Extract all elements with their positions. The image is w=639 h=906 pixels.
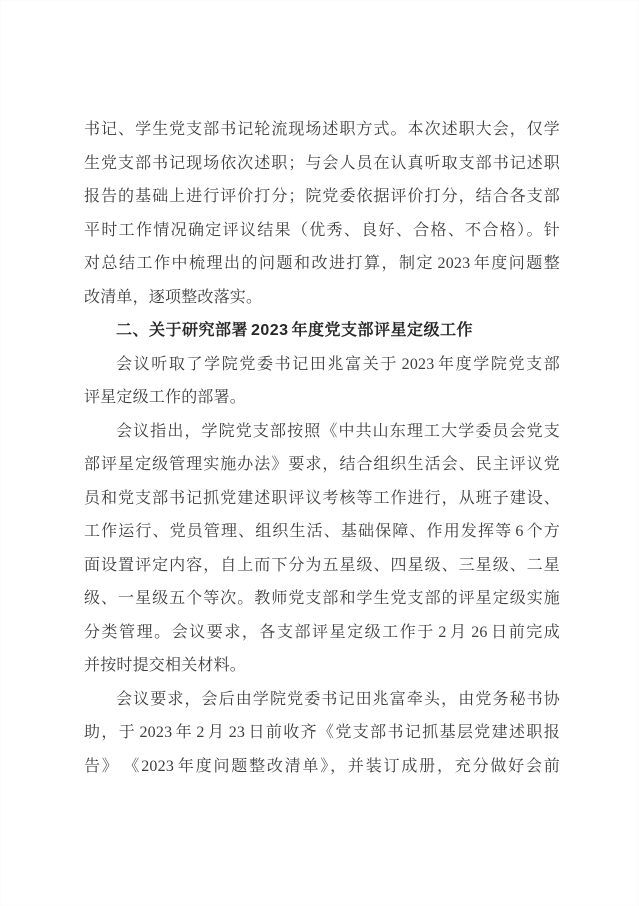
- paragraph-line: 报告的基础上进行评价打分；院党委依据评价打分，结合各支部: [84, 188, 560, 205]
- paragraph-line: 会议要求，会后由学院党委书记田兆富牵头，由党务秘书协: [116, 690, 560, 708]
- paragraph-line: 评星定级工作的部署。: [84, 389, 247, 406]
- document-text-block: [84, 113, 560, 783]
- paragraph-line: 助，于 2023 年 2 月 23 日前收齐《党支部书记抓基层党建述职报: [84, 724, 560, 741]
- paragraph-line: 员和党支部书记抓党建述职评议考核等工作进行，从班子建设、: [84, 489, 560, 507]
- paragraph-line: 会议听取了学院党委书记田兆富关于 2023 年度学院党支部: [116, 355, 560, 373]
- section-heading: 二、关于研究部署 2023 年度党支部评星定级工作: [116, 322, 473, 339]
- paragraph-line: 平时工作情况确定评议结果（优秀、良好、合格、不合格）。针: [84, 221, 560, 239]
- paragraph-line: 改清单，逐项整改落实。: [84, 288, 263, 306]
- paragraph-line: 级、一星级五个等次。教师党支部和学生党支部的评星定级实施: [84, 590, 560, 607]
- paragraph-line: 部评星定级管理实施办法》要求，结合组织生活会、民主评议党: [84, 456, 560, 473]
- paragraph-line: 对总结工作中梳理出的问题和改进打算，制定 2023 年度问题整: [84, 255, 560, 272]
- paragraph-line: 并按时提交相关材料。: [84, 657, 247, 674]
- paragraph-line: 告》 《2023 年度问题整改清单》，并装订成册，充分做好会前: [84, 757, 560, 775]
- paragraph-line: 分类管理。会议要求，各支部评星定级工作于 2 月 26 日前完成: [84, 623, 560, 641]
- paragraph-line: 面设置评定内容，自上而下分为五星级、四星级、三星级、二星: [84, 556, 560, 574]
- paragraph-line: 书记、学生党支部书记轮流现场述职方式。本次述职大会，仅学: [84, 121, 560, 138]
- paragraph-line: 工作运行、党员管理、组织生活、基础保障、作用发挥等 6 个方: [84, 523, 560, 540]
- paragraph-line: 生党支部书记现场依次述职；与会人员在认真听取支部书记述职: [84, 154, 560, 172]
- paragraph-line: 会议指出，学院党支部按照《中共山东理工大学委员会党支: [116, 422, 560, 440]
